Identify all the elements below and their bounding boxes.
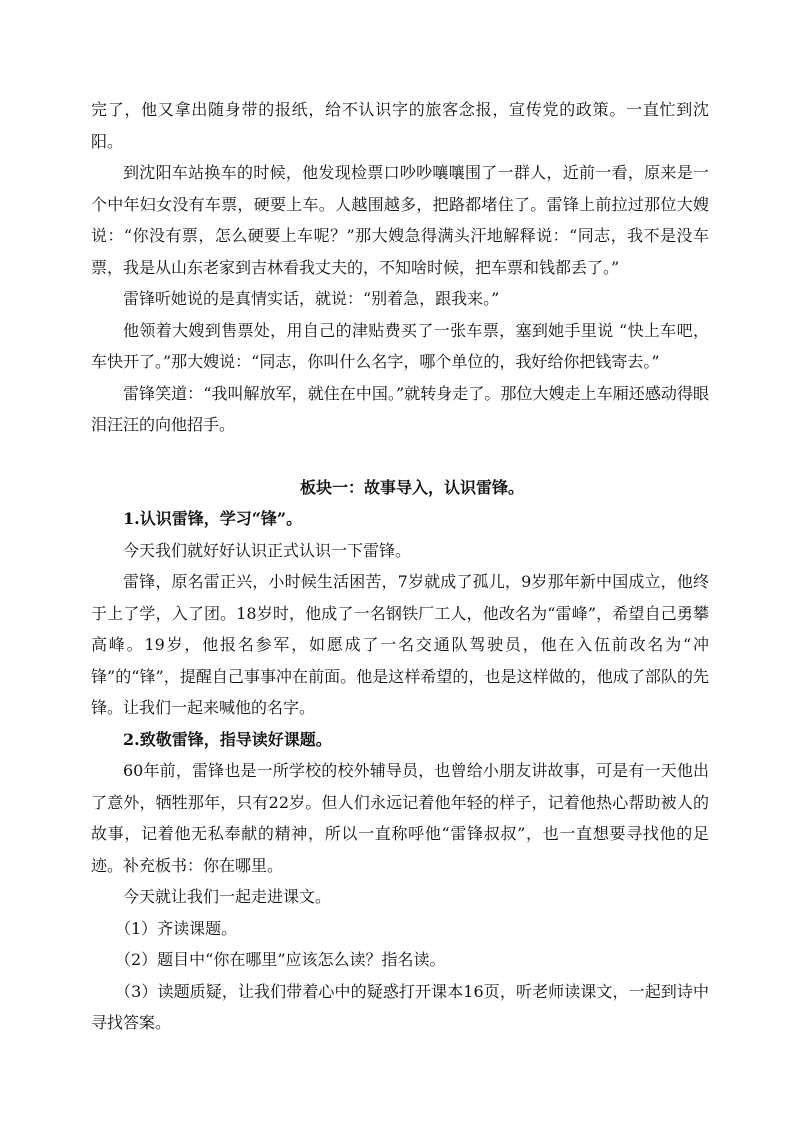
- part2-step-1: （1）齐读课题。: [115, 918, 238, 938]
- story-paragraph-5: 雷锋笑道：“我叫解放军，就住在中国。”就转身走了。那位大嫂走上车厢还感动得眼泪汪汪的向他招手。: [91, 383, 709, 434]
- part2-step-3: （3）读题质疑，让我们带着心中的疑惑打开课本16页，听老师读课文，一起到诗中寻找答案。: [91, 981, 709, 1032]
- part2-paragraph-2: 今天就让我们一起走进课文。: [123, 887, 332, 906]
- story-paragraph-2: 到沈阳车站换车的时候，他发现检票口吵吵嚷嚷围了一群人，近前一看，原来是一个中年妇女没有车票，硬要上车。人越围越多，把路都堵住了。雷锋上前拉过那位大嫂说：“你没有票，怎么硬要上车呢？”那大嫂急得满头汗地解释说：“同志，我不是没车票，我是从山东老家到吉林看我丈夫的，不知啥时候，把车票和钱都丢了。”: [91, 163, 709, 277]
- document-page: [91, 94, 709, 1039]
- part1-paragraph-1: 今天我们就好好认识正式认识一下雷锋。: [123, 540, 412, 560]
- blank-line: [91, 441, 709, 472]
- section-title: 板块一：故事导入，认识雷锋。: [299, 477, 524, 497]
- story-paragraph-3: 雷锋听她说的是真情实话，就说：“别着急，跟我来。”: [123, 289, 500, 308]
- part2-step-2: （2）题目中“你在哪里”应该怎么读？指名读。: [115, 950, 446, 969]
- part2-heading: 2.致敬雷锋，指导读好课题。: [123, 729, 332, 749]
- part1-heading: 1.认识雷锋，学习“锋”。: [123, 509, 303, 528]
- part1-paragraph-2: 雷锋，原名雷正兴，小时候生活困苦，7岁就成了孤儿，9岁那年新中国成立，他终于上了学，入了团。18岁时，他成了一名钢铁厂工人，他改名为“雷峰”，希望自己勇攀高峰。19岁，他报名参军，如愿成了一名交通队驾驶员，他在入伍前改名为“冲锋”的“锋”，提醒自己事事冲在前面。他是这样希望的，也是这样做的，他成了部队的先锋。让我们一起来喊他的名字。: [91, 572, 709, 717]
- story-paragraph-4: 他领着大嫂到售票处，用自己的津贴费买了一张车票，塞到她手里说 “快上车吧，车快开了。”那大嫂说：“同志，你叫什么名字，哪个单位的，我好给你把钱寄去。”: [91, 320, 709, 371]
- story-paragraph-1: 完了，他又拿出随身带的报纸，给不认识字的旅客念报，宣传党的政策。一直忙到沈阳。: [91, 100, 709, 151]
- part2-paragraph-1: 60年前，雷锋也是一所学校的校外辅导员，也曾给小朋友讲故事，可是有一天他出了意外，牺牲那年，只有22岁。但人们永远记着他年轻的样子，记着他热心帮助被人的故事，记着他无私奉献的精神，所以一直称呼他“雷锋叔叔”，也一直想要寻找他的足迹。补充板书：你在哪里。: [91, 761, 709, 875]
